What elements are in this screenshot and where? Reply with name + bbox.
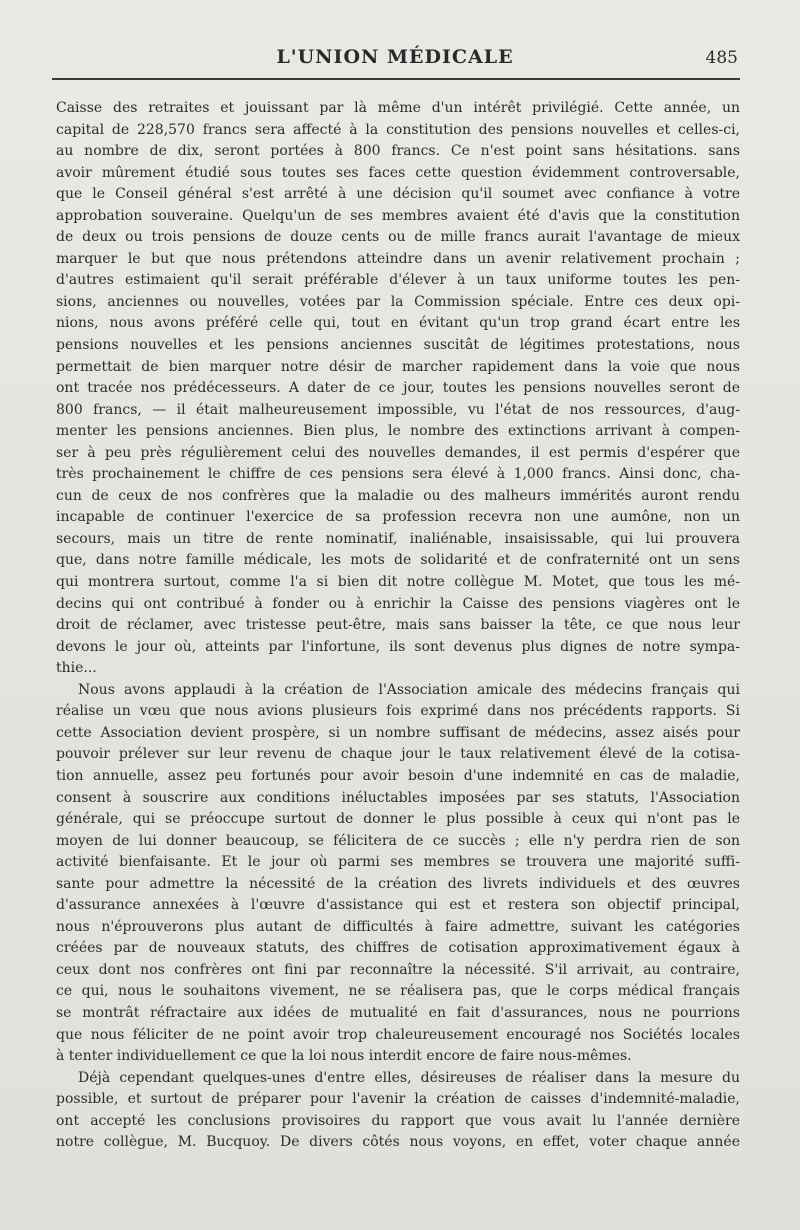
text-line: ont accepté les conclusions provisoires du rapport que vous avait lu l'année dernière: [56, 1112, 740, 1129]
text-line: thie...: [56, 660, 97, 677]
text-line: approbation souveraine. Quelqu'un de ses membres avaient été d'avis que la constitution: [56, 207, 740, 224]
text-line: ont tracée nos prédécesseurs. A dater de ce jour, toutes les pensions nouvelles seront de: [56, 380, 740, 397]
text-line: devons le jour où, atteints par l'infortune, ils sont devenus plus dignes de notre sympa-: [56, 638, 740, 655]
text-line: possible, et surtout de préparer pour l'avenir la création de caisses d'indemnité-maladie,: [56, 1091, 740, 1108]
running-title: L'UNION MÉDICALE: [276, 46, 514, 68]
text-line: au nombre de dix, seront portées à 800 francs. Ce n'est point sans hésitations. sans: [56, 143, 740, 160]
text-line: moyen de lui donner beaucoup, se félicitera de ce succès ; elle n'y perdra rien de son: [56, 832, 740, 849]
text-line: que le Conseil général s'est arrêté à une décision qu'il soumet avec confiance à votre: [56, 186, 740, 203]
text-line: nions, nous avons préféré celle qui, tout en évitant qu'un trop grand écart entre les: [56, 315, 740, 332]
text-line: ser à peu près régulièrement celui des nouvelles demandes, il est permis d'espérer que: [56, 444, 740, 461]
text-line: se montrât réfractaire aux idées de mutualité en fait d'assurances, nous ne pourrions: [56, 1004, 740, 1021]
paragraph-2: [56, 680, 740, 1068]
text-line: avoir mûrement étudié sous toutes ses faces cette question évidemment controversable,: [56, 164, 740, 181]
text-line: permettait de bien marquer notre désir de marcher rapidement dans la voie que nous: [56, 358, 740, 375]
text-line: générale, qui se préoccupe surtout de donner le plus possible à ceux qui n'ont pas le: [56, 811, 740, 828]
text-line: qui montrera surtout, comme l'a si bien dit notre collègue M. Motet, que tous les mé-: [56, 574, 740, 591]
text-line: nous n'éprouverons plus autant de difficultés à faire admettre, suivant les catégories: [56, 918, 740, 935]
text-line: pensions nouvelles et les pensions anciennes suscitât de légitimes protestations, nous: [56, 337, 740, 354]
text-line: cette Association devient prospère, si un nombre suffisant de médecins, assez aisés pour: [56, 724, 740, 741]
text-line: réalise un vœu que nous avions plusieurs fois exprimé dans nos précédents rapports. Si: [56, 703, 740, 720]
text-line: que, dans notre famille médicale, les mots de solidarité et de confraternité ont un sens: [56, 552, 740, 569]
body-text: [56, 98, 740, 1154]
text-line: Déjà cependant quelques-unes d'entre elles, désireuses de réaliser dans la mesure du: [78, 1069, 740, 1086]
text-line: de deux ou trois pensions de douze cents ou de mille francs aurait l'avantage de mieux: [56, 229, 740, 246]
text-line: capital de 228,570 francs sera affecté à la constitution des pensions nouvelles et celles-ci,: [56, 121, 740, 138]
text-line: Nous avons applaudi à la création de l'Association amicale des médecins français qui: [78, 681, 740, 698]
text-line: que nous féliciter de ne point avoir trop chaleureusement encouragé nos Sociétés locales: [56, 1026, 740, 1043]
text-line: decins qui ont contribué à fonder ou à enrichir la Caisse des pensions viagères ont le: [56, 595, 740, 612]
text-line: ce qui, nous le souhaitons vivement, ne se réalisera pas, que le corps médical français: [56, 983, 740, 1000]
page-number: 485: [705, 48, 738, 68]
page-header: [50, 46, 740, 78]
text-line: activité bienfaisante. Et le jour où parmi ses membres se trouvera une majorité suffi-: [56, 854, 740, 871]
text-line: créées par de nouveaux statuts, des chiffres de cotisation approximativement égaux à: [56, 940, 740, 957]
text-line: secours, mais un titre de rente nominatif, inaliénable, insaisissable, qui lui prouvera: [56, 530, 740, 547]
text-line: d'autres estimaient qu'il serait préférable d'élever à un taux uniforme toutes les pen-: [56, 272, 740, 289]
text-line: notre collègue, M. Bucquoy. De divers côtés nous voyons, en effet, voter chaque année: [56, 1134, 740, 1151]
text-line: incapable de continuer l'exercice de sa profession recevra non une aumône, non un: [56, 509, 740, 526]
text-line: cun de ceux de nos confrères que la maladie ou des malheurs immérités auront rendu: [56, 487, 740, 504]
text-line: très prochainement le chiffre de ces pensions sera élevé à 1,000 francs. Ainsi donc, cha-: [56, 466, 740, 483]
text-line: 800 francs, — il était malheureusement impossible, vu l'état de nos ressources, d'aug-: [56, 401, 740, 418]
text-line: tion annuelle, assez peu fortunés pour avoir besoin d'une indemnité en cas de maladie,: [56, 767, 740, 784]
paragraph-3: [56, 1068, 740, 1154]
paragraph-1: [56, 98, 740, 680]
text-line: d'assurance annexées à l'œuvre d'assistance qui est et restera son objectif principal,: [56, 897, 740, 914]
text-line: à tenter individuellement ce que la loi nous interdit encore de faire nous-mêmes.: [56, 1048, 632, 1065]
header-rule: [52, 78, 740, 80]
text-line: sions, anciennes ou nouvelles, votées par la Commission spéciale. Entre ces deux opi-: [56, 293, 740, 310]
text-line: menter les pensions anciennes. Bien plus, le nombre des extinctions arrivant à compen-: [56, 423, 740, 440]
text-line: ceux dont nos confrères ont fini par reconnaître la nécessité. S'il arrivait, au contraire,: [56, 961, 740, 978]
text-line: marquer le but que nous prétendons atteindre dans un avenir relativement prochain ;: [56, 250, 740, 267]
text-line: pouvoir prélever sur leur revenu de chaque jour le taux relativement élevé de la cotisa-: [56, 746, 740, 763]
text-line: Caisse des retraites et jouissant par là même d'un intérêt privilégié. Cette année, un: [56, 100, 740, 116]
text-line: consent à souscrire aux conditions inéluctables imposées par ses statuts, l'Association: [56, 789, 740, 806]
text-line: droit de réclamer, avec tristesse peut-être, mais sans baisser la tête, ce que nous leur: [56, 617, 740, 634]
text-line: sante pour admettre la nécessité de la création des livrets individuels et des œuvres: [56, 875, 740, 892]
